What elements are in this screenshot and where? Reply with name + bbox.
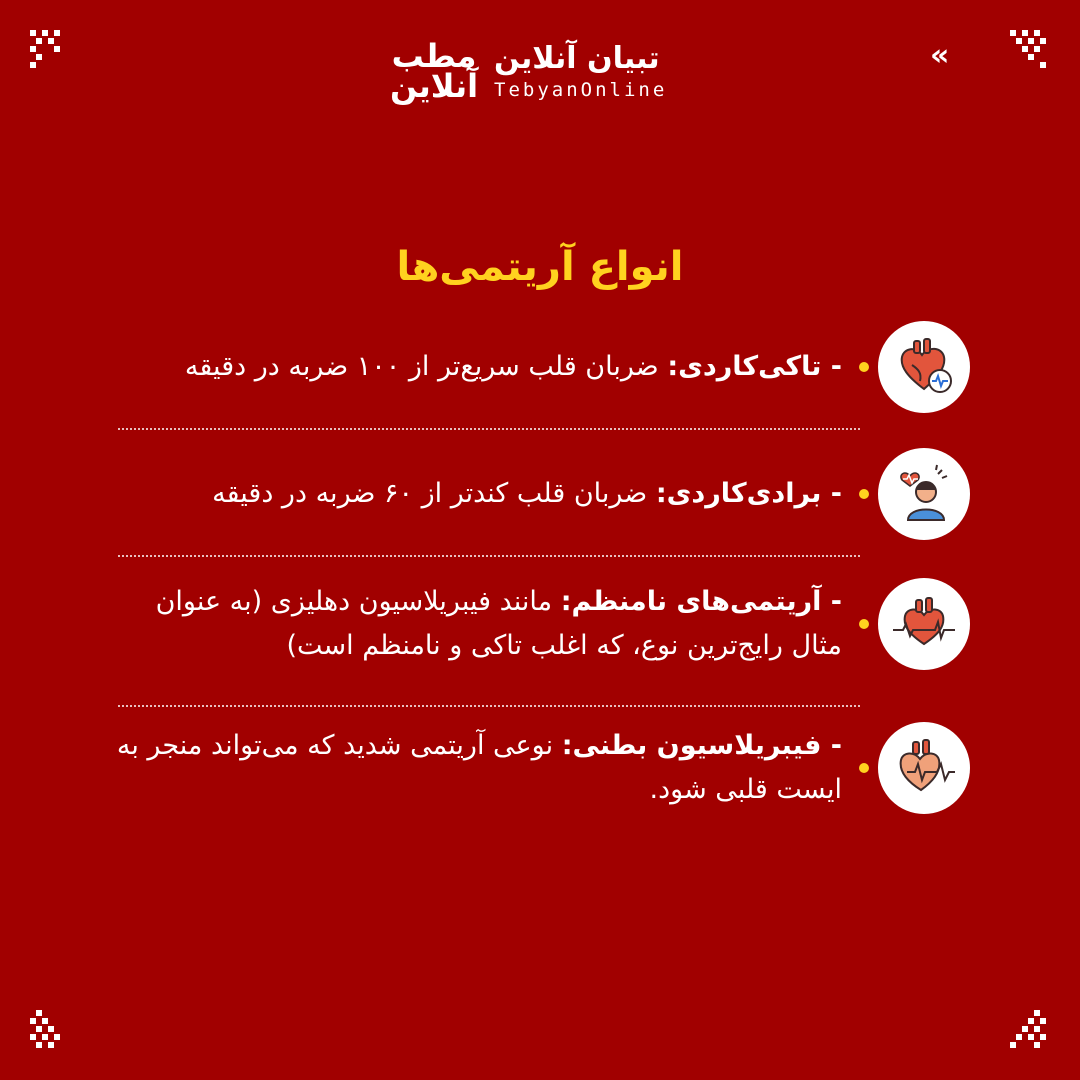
tebyan-logo [494,41,667,101]
item-term: - آریتمی‌های نامنظم: [560,586,842,617]
heart-ecg-icon [878,321,970,413]
person-heart-icon [878,448,970,540]
list-item-ventricular-fibrillation [110,722,970,814]
item-term: - فیبریلاسیون بطنی: [561,730,842,761]
item-term: - تاکی‌کاردی: [667,351,842,382]
item-text [110,580,850,668]
item-text [110,345,850,389]
page-title: انواع آریتمی‌ها [396,244,684,290]
bullet-dot [850,619,878,629]
bullet-dot [850,362,878,372]
item-text [110,472,850,516]
corner-pattern-top-left [30,30,70,70]
item-term: - برادی‌کاردی: [655,478,842,509]
matab-online-logo: مطب آنلاین [389,37,479,105]
brand-header [388,34,698,108]
corner-pattern-bottom-left [30,1010,70,1050]
double-chevron-icon: « [930,38,946,73]
list-item-irregular-arrhythmia [110,578,970,670]
item-description: مانند فیبریلاسیون دهلیزی (به عنوان مثال رایج‌ترین نوع، که اغلب تاکی و نامنظم است) [155,586,842,661]
item-text [110,724,850,812]
list-item-tachycardia [110,322,970,412]
heart-pulse-icon [878,578,970,670]
bullet-dot [850,763,878,773]
item-description: ضربان قلب کندتر از ۶۰ ضربه در دقیقه [212,478,648,509]
bullet-dot [850,489,878,499]
dotted-divider [118,705,860,707]
dotted-divider [118,555,860,557]
tebyan-logo-persian: تبیان آنلاین [494,41,660,76]
heart-wave-icon [878,722,970,814]
list-item-bradycardia [110,448,970,540]
dotted-divider [118,428,860,430]
corner-pattern-top-right [1010,30,1050,70]
tebyan-logo-english: TebyanOnline [494,79,668,101]
item-description: ضربان قلب سریع‌تر از ۱۰۰ ضربه در دقیقه [184,351,659,382]
item-description: نوعی آریتمی شدید که می‌تواند منجر به ایست قلبی شود. [116,730,842,805]
corner-pattern-bottom-right [1010,1010,1050,1050]
